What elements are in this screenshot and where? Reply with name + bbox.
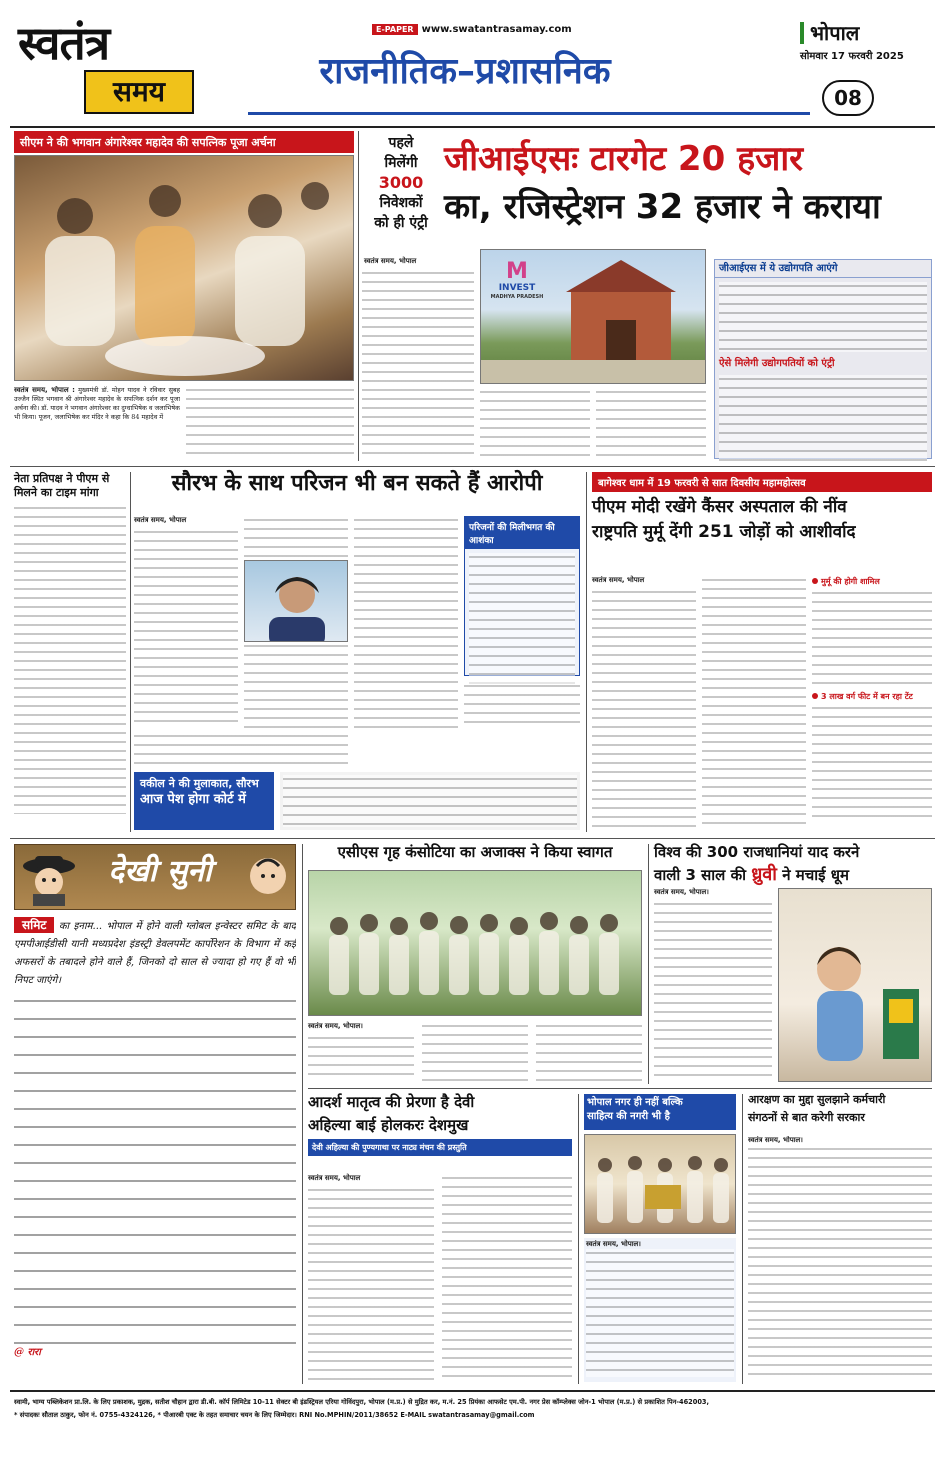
reservation-headline-line1: आरक्षण का मुद्दा सुलझाने कर्मचारी — [748, 1093, 886, 1106]
dhruvi-photo — [778, 888, 932, 1082]
gis-info-box — [714, 259, 932, 459]
dekhi-suni-intro: का इनाम... भोपाल में होने वाली ग्लोबल इन्वेस्टर समिट के बाद एमपीआईडीसी यानी मध्यप्रदेश इंडस्ट्री डेवलपमेंट कार्पोरेशन के विभाग में कई अफसरों के तबादले होने वाले हैं, जिनको दो साल से ज्यादा हो गए हैं वो भी निपट जाएंगे। — [14, 921, 296, 986]
footer-line1: स्वामी, भाग्य पब्लिकेशन प्रा.लि. के लिए प्रकाशक, मुद्रक, सतीश चौहान द्वारा डी.बी. कॉर्प लिमिटेड 10-11 सेक्टर बी इंडस्ट्रियल एरिया गोविंदपुरा, भोपाल (म.प्र.) से मुद्रित कर, म.नं. 25 प्रियंका आफसेट एम.पी. नगर प्रेस कॉम्प्लेक्स जोन-1 भोपाल (म.प्र.) से प्रकाशित पिन-462003, — [14, 1398, 710, 1406]
gis-box-detail — [719, 375, 927, 467]
masthead-rule — [10, 126, 935, 128]
gis-body-col3 — [596, 388, 706, 460]
capitals-byline: स्वतंत्र समय, भोपाल। — [654, 888, 709, 896]
ahilya-banner: देवी अहिल्या की पुण्यगाथा पर नाट्य मंचन की प्रस्तुति — [308, 1139, 572, 1156]
city-mark-icon — [800, 22, 804, 44]
ss-group-byline: स्वतंत्र समय, भोपाल। — [308, 1022, 363, 1030]
bhopal-city-body — [584, 1238, 736, 1382]
gis-body-col2 — [480, 388, 590, 460]
invest-logo — [487, 260, 547, 300]
saurabh-story — [134, 472, 580, 832]
bageshwar-kicker: बागेश्वर धाम में 19 फरवरी से सात दिवसीय महामहोत्सव — [592, 472, 932, 492]
saurabh-headline: सौरभ के साथ परिजन भी बन सकते हैं आरोपी — [171, 471, 543, 496]
bullet-dot-icon — [812, 693, 818, 699]
bageshwar-headline-line1: पीएम मोदी रखेंगे कैंसर अस्पताल की नींव — [592, 497, 847, 517]
capitals-headline-a: वाली 3 साल की — [654, 865, 746, 884]
capitals-headline-c: ने मचाई धूम — [782, 865, 849, 884]
capitals-body — [654, 900, 772, 1082]
cm-puja-photo — [14, 155, 354, 381]
cm-puja-caption: सीएम ने की भगवान अंगारेश्वर महादेव की सपत्निक पूजा अर्चना — [14, 131, 354, 153]
saurabh-bottom-banner — [134, 772, 274, 830]
saurabh-body-col1 — [134, 528, 238, 728]
bageshwar-bullet1-text: मुर्मू की होगी शामिल — [821, 577, 880, 586]
gis-teaser-line1: पहले — [388, 135, 414, 151]
gis-teaser-line4: निवेशकों — [379, 195, 423, 211]
gis-teaser-line5: को ही एंट्री — [374, 215, 428, 231]
ss-group-body-col3 — [536, 1022, 642, 1082]
page-number: 08 — [834, 86, 862, 110]
opposition-sidebar-title: नेता प्रतिपक्ष ने पीएम से मिलने का टाइम मांगा — [14, 472, 110, 499]
gis-body-col1 — [362, 269, 474, 459]
divider-v6 — [578, 1094, 579, 1384]
bageshwar-bullet1 — [812, 576, 932, 587]
bhopal-city-photo — [584, 1134, 736, 1234]
divider-v7 — [742, 1094, 743, 1384]
cm-puja-photo-graphic — [15, 156, 354, 381]
reservation-story — [748, 1094, 932, 1384]
footer-line2: * संपादकः सौताल ठाकुर, फोन नं. 0755-4324126, * पीआरबी एक्ट के तहत समाचार चयन के लिए जिम्मेदार। RNI No.MPHIN/2011/38652 E-MAIL swatantrasamay@gmail.com — [14, 1411, 535, 1419]
cm-puja-lead: मुख्यमंत्री डॉ. मोहन यादव ने रविवार सुबह उज्जैन स्थित भगवान श्री अंगारेश्वर महादेव के सपत्निक दर्शन कर पूजा अर्चना की। डॉ. यादव ने भगवान अंगारेश्वर का दुग्धाभिषेक व जलाभिषेक भी किया। पूजन, जलाभिषेक कर मंदिर ने कहा कि 84 महादेव में — [14, 386, 180, 421]
gis-byline: स्वतंत्र समय, भोपाल — [364, 257, 417, 265]
bageshwar-sidebar-body2 — [812, 704, 932, 824]
ahilya-headline-line1: आदर्श मातृत्व की प्रेरणा है देवी — [308, 1093, 475, 1111]
bhopal-city-headline-box — [584, 1094, 736, 1130]
gis-box-subtitle: ऐसे मिलेगी उद्योगपतियों को एंट्री — [719, 358, 835, 369]
gis-teaser-line2: मिलेंगी — [384, 155, 418, 171]
city-date — [800, 22, 930, 62]
ss-group-story — [308, 844, 642, 1084]
row1-rule — [10, 466, 935, 467]
ahilya-body-col1 — [308, 1186, 434, 1382]
capitals-headline-b: ध्रुवी — [751, 863, 777, 885]
dekhi-suni-tag: समिट — [14, 917, 54, 933]
ss-group-body-col2 — [422, 1022, 528, 1082]
masthead — [0, 0, 945, 125]
saurabh-highlight-title: परिजनों की मिलीभगत की आशंका — [465, 517, 579, 549]
capitals-story — [654, 844, 932, 1084]
bageshwar-headline-line2: राष्ट्रपति मुर्मू देंगी 251 जोड़ों को आशीर्वाद — [592, 521, 856, 542]
saurabh-body-col3 — [354, 516, 458, 728]
bageshwar-bullet2 — [812, 691, 932, 702]
dekhi-suni-filler — [14, 994, 296, 1344]
saurabh-bottom-text — [280, 772, 580, 830]
dekhi-suni-signoff: @ रारा — [14, 1347, 41, 1358]
date: सोमवार 17 फरवरी 2025 — [800, 51, 904, 62]
invest-logo-sub: MADHYA PRADESH — [490, 294, 544, 301]
logo-line2: समय — [113, 75, 165, 108]
footer — [14, 1396, 932, 1432]
group-photo-graphic — [309, 871, 642, 1016]
bhopal-city-byline: स्वतंत्र समय, भोपाल। — [586, 1240, 641, 1248]
dekhi-suni-title: देखी सुनी — [108, 854, 212, 889]
gis-box-title: जीआईएस में ये उद्योगपति आएंगे — [715, 260, 931, 278]
saurabh-highlight-box — [464, 516, 580, 676]
capitals-headline-line2 — [654, 865, 932, 885]
website-link[interactable]: www.swatantrasamay.com — [421, 23, 572, 35]
saurabh-body-col4 — [464, 682, 580, 728]
city: भोपाल — [810, 21, 860, 45]
reservation-byline: स्वतंत्र समय, भोपाल। — [748, 1136, 803, 1144]
portrait-graphic — [245, 561, 348, 642]
bageshwar-sidebar — [812, 576, 932, 828]
invest-logo-top: INVEST — [498, 283, 536, 294]
gis-headline-line1-text: जीआईएसः टारगेट 20 हजार — [444, 139, 804, 179]
ahilya-byline: स्वतंत्र समय, भोपाल — [308, 1174, 361, 1182]
divider-v3 — [586, 472, 587, 832]
cm-puja-byline: स्वतंत्र समय, भोपाल : — [14, 386, 75, 394]
gis-box-list — [719, 282, 927, 352]
reservation-body — [748, 1136, 932, 1382]
divider-v4 — [302, 844, 303, 1384]
reservation-headline-line2: संगठनों से बात करेगी सरकार — [748, 1111, 865, 1125]
award-ceremony-graphic — [585, 1135, 736, 1234]
divider-v1 — [358, 131, 359, 461]
gis-headline-line1 — [444, 135, 932, 183]
row3-rule-right — [308, 1088, 932, 1089]
page-number-badge — [822, 80, 874, 116]
ahilya-body-col2 — [442, 1174, 572, 1382]
saurabh-banner-line1: वकील ने की मुलाकात, सौरभ — [140, 777, 259, 790]
bhopal-city-headline-line1: भोपाल नगर ही नहीं बल्कि — [587, 1097, 683, 1108]
ear-cartoon-icon — [243, 848, 293, 908]
cm-puja-body — [14, 386, 180, 458]
ahilya-headline-line2: अहिल्या बाई होलकरः देशमुख — [308, 1115, 469, 1134]
bageshwar-body-col2 — [702, 576, 806, 828]
dekhi-suni-header — [14, 844, 296, 910]
gis-side-teaser — [362, 133, 440, 233]
logo-box — [84, 70, 194, 114]
saurabh-portrait — [244, 560, 348, 642]
footer-rule — [10, 1390, 935, 1392]
dekhi-suni-column — [14, 844, 296, 1384]
saurabh-byline: स्वतंत्र समय, भोपाल — [134, 516, 187, 524]
bullet-dot-icon — [812, 578, 818, 584]
opposition-sidebar-body — [14, 504, 126, 814]
ahilya-story — [308, 1094, 572, 1384]
cm-puja-story — [14, 131, 354, 461]
bhopal-city-story — [584, 1094, 736, 1384]
gis-teaser-line3: 3000 — [378, 173, 424, 192]
bageshwar-byline: स्वतंत्र समय, भोपाल — [592, 576, 645, 584]
bhopal-city-headline-line2: साहित्य की नगरी भी है — [587, 1111, 670, 1122]
gis-invest-photo — [480, 249, 706, 384]
section-divider — [248, 112, 810, 115]
row2-rule — [10, 838, 935, 839]
saurabh-banner-line2: आज पेश होगा कोर्ट में — [140, 792, 246, 807]
gis-headline-line2: का, रजिस्ट्रेशन 32 हजार ने कराया — [444, 187, 881, 227]
divider-v5 — [648, 844, 649, 1084]
saurabh-body-col5 — [134, 732, 348, 768]
detective-cartoon-icon — [19, 848, 79, 908]
section-title: राजनीतिक–प्रशासनिक — [319, 51, 611, 92]
divider-v2 — [130, 472, 131, 832]
cm-puja-body-col2 — [186, 386, 354, 458]
ss-group-headline: एसीएस गृह कंसोटिया का अजाक्स ने किया स्वागत — [337, 843, 613, 861]
epaper-label: E-PAPER — [372, 24, 418, 35]
bageshwar-bullet2-text: 3 लाख वर्ग फीट में बन रहा टेंट — [821, 692, 913, 701]
bageshwar-body-col1 — [592, 588, 696, 828]
capitals-headline-line1: विश्व की 300 राजधानियां याद करने — [654, 843, 860, 861]
gis-headline — [444, 135, 932, 231]
opposition-sidebar — [14, 472, 126, 832]
ss-group-body-col1 — [308, 1034, 414, 1082]
child-with-trophy-graphic — [779, 889, 932, 1082]
epaper-bar — [372, 22, 572, 36]
saurabh-highlight-body — [469, 553, 575, 685]
bageshwar-sidebar-body1 — [812, 589, 932, 687]
bageshwar-story — [592, 472, 932, 832]
ss-group-photo — [308, 870, 642, 1016]
gis-story — [362, 131, 932, 461]
logo-line1: स्वतंत्र — [18, 16, 110, 70]
invest-logo-mark: M — [506, 259, 528, 284]
dekhi-suni-body — [14, 916, 296, 1382]
logo — [14, 18, 214, 118]
